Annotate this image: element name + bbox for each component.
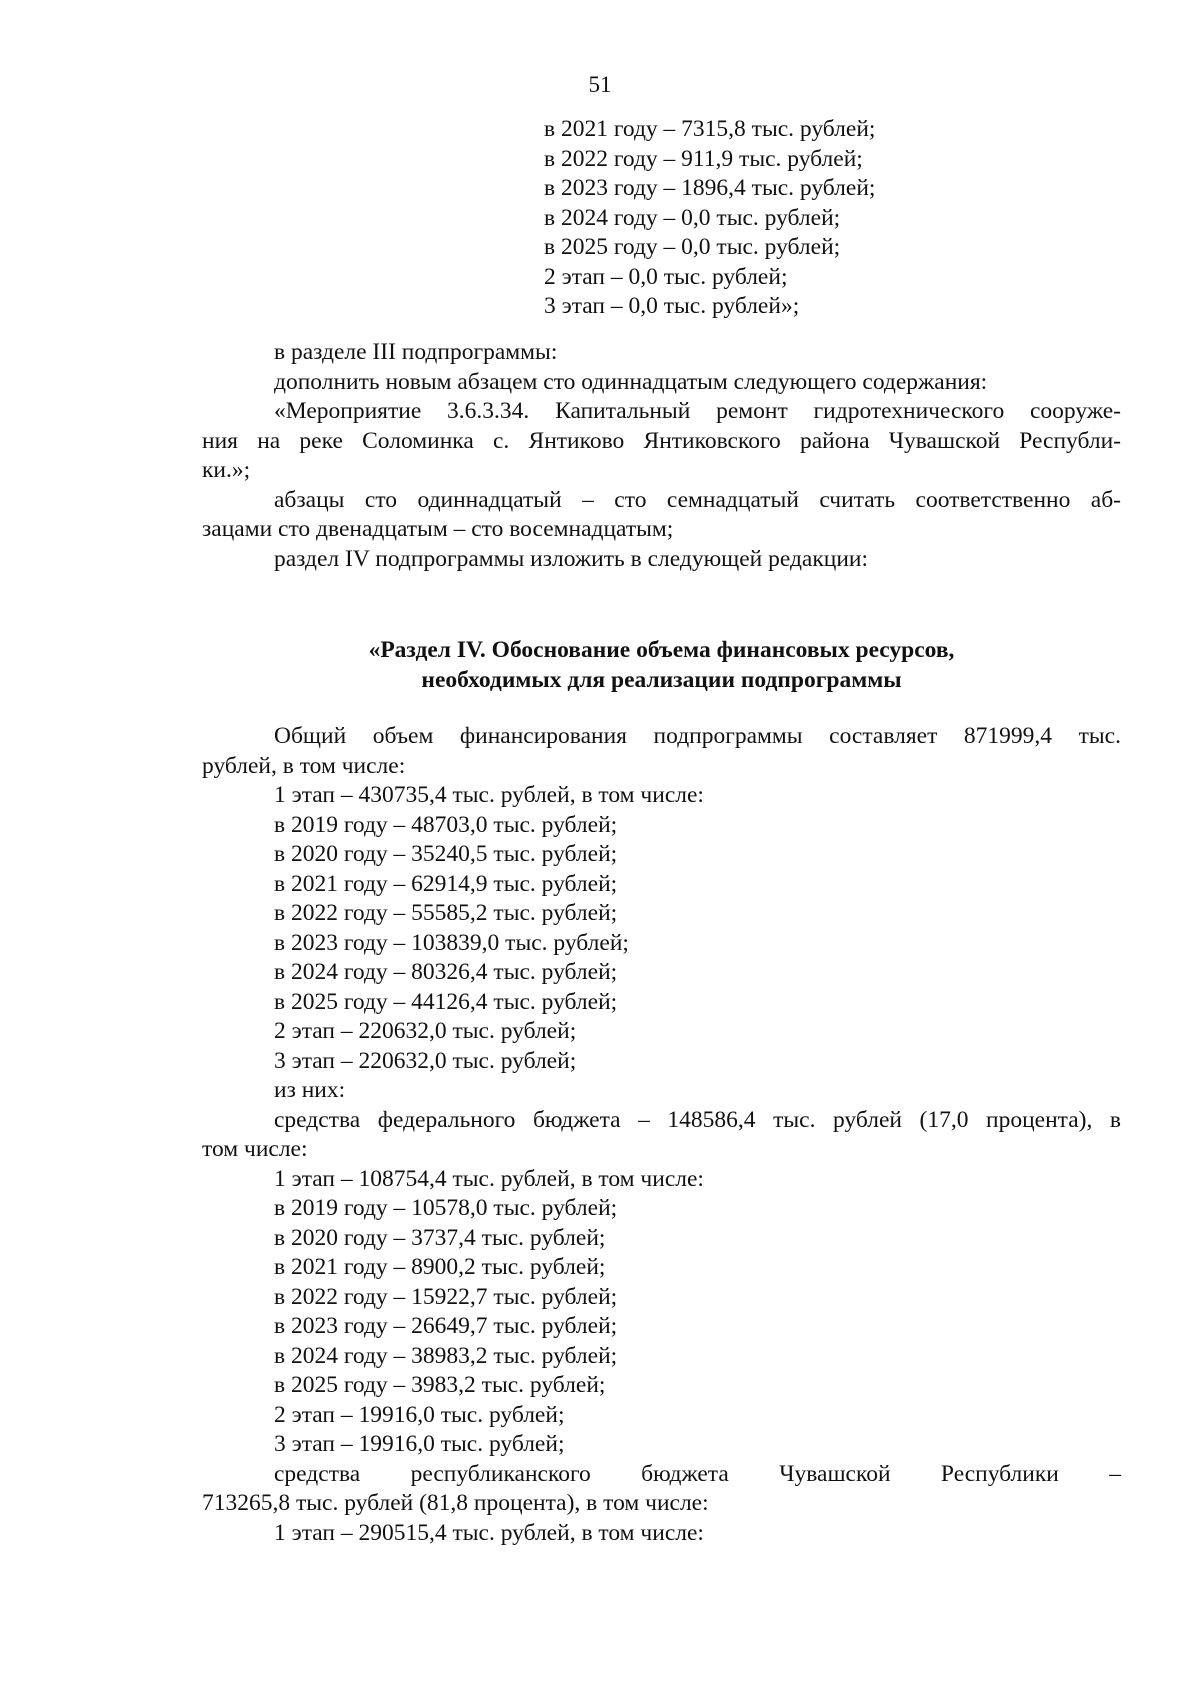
republican-line: средства республиканского бюджета Чувашской Республики – bbox=[274, 1460, 1121, 1487]
list-item: 1 этап – 290515,4 тыс. рублей, в том числе: bbox=[274, 1519, 704, 1546]
list-item: в 2019 году – 10578,0 тыс. рублей; bbox=[274, 1195, 618, 1221]
list-item: в 2025 году – 3983,2 тыс. рублей; bbox=[274, 1372, 606, 1398]
list-item: 3 этап – 0,0 тыс. рублей»; bbox=[544, 293, 800, 319]
list-item: в 2020 году – 35240,5 тыс. рублей; bbox=[274, 841, 618, 867]
list-item: в 2021 году – 7315,8 тыс. рублей; bbox=[544, 116, 876, 142]
list-item: в 2020 году – 3737,4 тыс. рублей; bbox=[274, 1224, 606, 1251]
list-item: в 2022 году – 911,9 тыс. рублей; bbox=[544, 145, 863, 172]
list-item: в 2024 году – 0,0 тыс. рублей; bbox=[544, 204, 841, 231]
list-item: в 2021 году – 8900,2 тыс. рублей; bbox=[274, 1254, 606, 1280]
list-item: в 2021 году – 62914,9 тыс. рублей; bbox=[274, 870, 618, 897]
list-item: в 2023 году – 1896,4 тыс. рублей; bbox=[544, 175, 876, 201]
federal-line: средства федерального бюджета – 148586,4 тыс. рублей (17,0 процента), в bbox=[274, 1106, 1121, 1133]
list-item: 2 этап – 220632,0 тыс. рублей; bbox=[274, 1018, 577, 1044]
section3-intro: в разделе III подпрограммы: bbox=[274, 339, 558, 365]
list-item: из них: bbox=[274, 1077, 346, 1103]
list-item: в 2024 году – 38983,2 тыс. рублей; bbox=[274, 1342, 618, 1369]
section-heading bbox=[202, 635, 1121, 695]
page-number: 51 bbox=[588, 72, 612, 97]
list-item: в 2023 году – 26649,7 тыс. рублей; bbox=[274, 1313, 618, 1339]
list-item: 1 этап – 430735,4 тыс. рублей, в том числе: bbox=[274, 782, 704, 808]
republican-line: 713265,8 тыс. рублей (81,8 процента), в том числе: bbox=[202, 1490, 709, 1516]
list-item: в 2025 году – 44126,4 тыс. рублей; bbox=[274, 988, 618, 1015]
list-item: 3 этап – 19916,0 тыс. рублей; bbox=[274, 1431, 565, 1457]
list-item: 2 этап – 19916,0 тыс. рублей; bbox=[274, 1401, 565, 1428]
measure-line: ния на реке Соломинка с. Янтиково Янтиковского района Чувашской Республи- bbox=[202, 427, 1121, 454]
renumber-line: абзацы сто одиннадцатый – сто семнадцатый считать соответственно аб- bbox=[274, 486, 1121, 513]
list-item: 1 этап – 108754,4 тыс. рублей, в том числе: bbox=[274, 1165, 704, 1192]
list-item: в 2024 году – 80326,4 тыс. рублей; bbox=[274, 959, 618, 985]
add-paragraph-text: дополнить новым абзацем сто одиннадцатым следующего содержания: bbox=[274, 368, 988, 395]
top-funding-list bbox=[544, 115, 875, 322]
list-item: в 2022 году – 15922,7 тыс. рублей; bbox=[274, 1283, 618, 1310]
list-item: в 2022 году – 55585,2 тыс. рублей; bbox=[274, 900, 618, 926]
heading-line: «Раздел IV. Обоснование объема финансовых ресурсов, bbox=[368, 637, 955, 663]
list-item: 3 этап – 220632,0 тыс. рублей; bbox=[274, 1047, 577, 1074]
total-line: Общий объем финансирования подпрограммы составляет 871999,4 тыс. bbox=[274, 723, 1121, 749]
renumber-line: зацами сто двенадцатым – сто восемнадцатым; bbox=[202, 516, 674, 542]
list-item: в 2023 году – 103839,0 тыс. рублей; bbox=[274, 929, 629, 956]
total-line: рублей, в том числе: bbox=[202, 752, 406, 779]
funding-body bbox=[202, 722, 1121, 1548]
measure-line: ки.»; bbox=[202, 457, 251, 483]
federal-line: том числе: bbox=[202, 1136, 308, 1162]
amendments-block bbox=[202, 338, 1121, 574]
list-item: в 2019 году – 48703,0 тыс. рублей; bbox=[274, 811, 618, 838]
list-item: 2 этап – 0,0 тыс. рублей; bbox=[544, 263, 788, 290]
heading-line: необходимых для реализации подпрограммы bbox=[421, 667, 902, 693]
list-item: в 2025 году – 0,0 тыс. рублей; bbox=[544, 234, 841, 260]
measure-line: «Мероприятие 3.6.3.34. Капитальный ремонт гидротехнического сооруже- bbox=[274, 398, 1121, 424]
section4-intro: раздел IV подпрограммы изложить в следующей редакции: bbox=[274, 545, 869, 572]
